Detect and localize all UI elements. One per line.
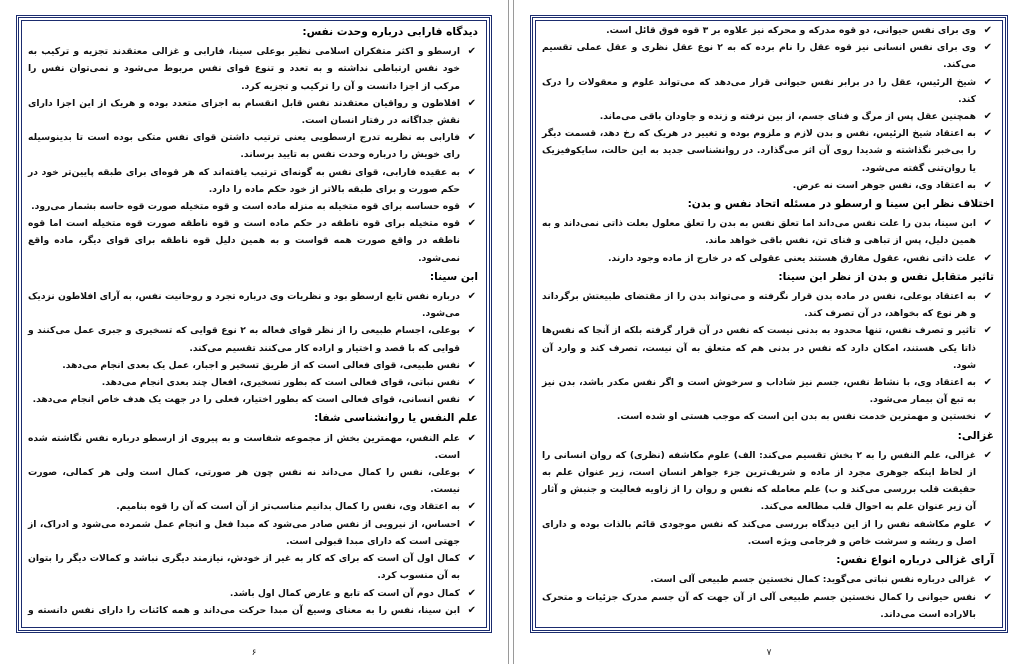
bullet-text: نفس نباتی، قوای فعالی است که بطور تسخیری، افعال چند بعدی انجام می‌دهد. [101, 377, 460, 389]
bullet-text: نخستین و مهمترین خدمت نفس به بدن این است که موجب هستی او شده است. [616, 411, 976, 423]
bullet-text: ابن سینا، بدن را علت نفس می‌داند اما تعلق نفس به بدن را تعلق معلول بعلت ذاتی نمی‌داند و به همین دلیل، پس از تباهی و فنای تن، نفس باقی خواهد ماند. [542, 218, 976, 247]
section-heading: تاثیر متقابل نفس و بدن از نظر ابن سینا: [778, 270, 994, 283]
bullet-text: به اعتقاد شیخ الرئیس، نفس و بدن لازم و ملزوم بوده و تغییر در هریک که رخ دهد، قسمت دیگر را بی‌خبر نگذاشته و شدیدا روی آن اثر می‌گذارد. در روانشناسی جدید به این حالت، سایکوفیزیک یا روان‌تنی گفته می‌شود. [542, 128, 976, 174]
bullet-item [28, 602, 480, 620]
bullet-text: غزالی درباره نفس نباتی می‌گوید: کمال نخستین جسم طبیعی آلی است. [650, 574, 976, 586]
bullet-text: احساس، از نیرویی از نفس صادر می‌شود که مبدا فعل و انجام عمل شمرده می‌شود و ادراک، از جهتی است که دارای مبدا قبولی است. [28, 518, 460, 547]
bullet-item [542, 322, 996, 374]
bullet-text: نفس انسانی، قوای فعالی است که بطور اختیار، فعلی را در جهت یک هدف خاص انجام می‌دهد. [32, 394, 460, 406]
left-page-content [24, 22, 484, 620]
bullet-item [28, 430, 480, 464]
bullet-text: بوعلی، نفس را کمال می‌داند نه نفس چون هر صورتی، کمال است ولی هر کمالی، صورت نیست. [28, 467, 460, 496]
bullet-text: وی برای نفس انسانی نیز قوه عقل را نام برده که به ۲ نوع عقل نظری و عقل عملی تقسیم می‌کند. [542, 42, 976, 71]
bullet-text: افلاطون و رواقیان معتقدند نفس قابل انقسام به اجزای متعدد بوده و هریک از این اجزا دارای نقش جداگانه در رفتار انسان است. [28, 97, 460, 127]
checkmark-icon: ✔ [983, 591, 992, 603]
bullet-text: ابن سینا، نفس را به معنای وسیع آن مبدا حرکت می‌داند و همه کائنات را دارای نفس دانسته و [28, 604, 460, 616]
checkmark-icon: ✔ [983, 25, 992, 36]
bullet-item [542, 288, 996, 322]
section-heading: دیدگاه فارابی درباره وحدت نفس: [302, 26, 478, 38]
bullet-item [542, 125, 996, 177]
bullet-text: نفس حیوانی را کمال نخستین جسم طبیعی آلی از آن جهت که آن جسم مدرک جزئیات و متحرک بالاراده است می‌داند. [542, 591, 976, 620]
bullet-item [28, 374, 480, 391]
bullet-item [28, 516, 480, 550]
checkmark-icon: ✔ [983, 325, 992, 337]
checkmark-icon: ✔ [983, 411, 992, 423]
bullet-item [542, 22, 996, 39]
bullet-text: غزالی، علم النفس را به ۲ بخش تقسیم می‌کند: الف) علوم مکاشفه (نظری) که روان انسانی را از لحاظ اینکه جوهری مجرد از ماده و شریف‌ترین جزء جواهر انسان است، زیر عنوان علم به حقیقت قلب بررسی می‌کند و ب) علم معامله که نفس و روان را از زاویه فعالیت و جنبش و آثار آن زیر عنوان علم به احوال قلب مطالعه می‌کند. [542, 449, 977, 513]
checkmark-icon: ✔ [983, 218, 992, 230]
bullet-item [542, 215, 996, 249]
bullet-item [28, 464, 480, 498]
bullet-text: به اعتقاد وی، نفس جوهر است نه عرض. [792, 179, 976, 191]
bullet-text: درباره نفس تابع ارسطو بود و نظریات وی درباره تجرد و روحانیت نفس، به آرای افلاطون نزدیک می‌شود. [28, 291, 460, 320]
section-heading: ابن سینا: [429, 270, 478, 283]
checkmark-icon: ✔ [467, 166, 476, 178]
checkmark-icon: ✔ [467, 291, 476, 303]
bullet-text: علت ذاتی نفس، عقول مفارق هستند یعنی عقولی که در خارج از ماده وجود دارند. [608, 252, 976, 264]
checkmark-icon: ✔ [983, 449, 992, 461]
bullet-item [542, 516, 996, 550]
bullet-text: وی برای نفس حیوانی، دو قوه مدرکه و محرکه نیز علاوه بر ۳ قوه فوق قائل است. [606, 25, 976, 36]
bullet-item [542, 39, 996, 73]
checkmark-icon: ✔ [467, 553, 476, 565]
section-heading: غزالی: [957, 429, 994, 442]
bullet-item [542, 177, 996, 194]
bullet-text: شیخ الرئیس، عقل را در برابر نفس حیوانی قرار می‌دهد که می‌تواند علوم و معقولات را درک کند. [542, 76, 976, 105]
checkmark-icon: ✔ [983, 179, 992, 191]
checkmark-icon: ✔ [467, 501, 476, 513]
bullet-text: به عقیده فارابی، قوای نفس به گونه‌ای ترتیب یافته‌اند که هر قوه‌ای برای طبقه پایین‌تر خود در حکم صورت و برای طبقه بالاتر از خود حکم ماده را دارد. [28, 166, 460, 195]
bullet-item [28, 391, 480, 408]
bullet-text: قوه حساسه برای قوه متخیله به منزله ماده است و قوه متخیله صورت قوه حاسه بشمار می‌رود. [31, 201, 460, 213]
left-page-number: ۶ [251, 648, 257, 658]
checkmark-icon: ✔ [467, 359, 476, 371]
bullet-item [28, 357, 480, 374]
bullet-item [542, 374, 996, 408]
checkmark-icon: ✔ [467, 377, 476, 389]
bullet-item [28, 585, 480, 602]
checkmark-icon: ✔ [467, 325, 476, 337]
bullet-item [28, 322, 480, 356]
bullet-item [28, 215, 480, 267]
checkmark-icon: ✔ [467, 46, 476, 58]
bullet-item [542, 589, 996, 621]
checkmark-icon: ✔ [983, 377, 992, 389]
bullet-text: کمال دوم آن است که تابع و عارض کمال اول باشد. [229, 587, 460, 599]
section-heading: آرای غزالی درباره انواع نفس: [836, 554, 994, 567]
bullet-item [542, 447, 996, 516]
checkmark-icon: ✔ [983, 111, 992, 123]
checkmark-icon: ✔ [467, 604, 476, 616]
bullet-item [542, 108, 996, 125]
checkmark-icon: ✔ [983, 42, 992, 54]
bullet-text: کمال اول آن است که برای که کار به غیر از خودش، نیازمند دیگری نباشد و کمالات دیگر را بتوان به آن منسوب کرد. [28, 553, 460, 582]
bullet-item [28, 43, 480, 95]
bullet-item [542, 74, 996, 108]
bullet-text: به اعتقاد وی، نفس را کمال بدانیم مناسب‌تر از آن است که آن را قوه بنامیم. [116, 501, 460, 513]
right-page-content [538, 22, 1000, 620]
bullet-item [28, 198, 480, 215]
bullet-item [28, 129, 480, 163]
bullet-item [28, 95, 480, 129]
checkmark-icon: ✔ [467, 467, 476, 479]
bullet-item [542, 250, 996, 267]
bullet-text: ارسطو و اکثر متفکران اسلامی نظیر بوعلی سینا، فارابی و غزالی معتقدند تجزیه و ترکیب به خود نفس ارتباطی نداشته و به تعدد و تنوع قوای نفس مربوط می‌شود و نمی‌توان نفس را مرکب از اجزا دانست و آن را ترکیب و تجزیه کرد. [28, 46, 460, 92]
checkmark-icon: ✔ [983, 128, 992, 140]
checkmark-icon: ✔ [467, 97, 476, 109]
bullet-text: به اعتقاد وی، با نشاط نفس، جسم نیز شاداب و سرخوش است و اگر نفس مکدر باشد، بدن نیز به تبع آن بیمار می‌شود. [542, 377, 976, 406]
left-page-sheet [0, 0, 508, 664]
bullet-text: بوعلی، اجسام طبیعی را از نظر قوای فعاله به ۲ نوع قوایی که تسخیری و جبری عمل می‌کنند و قوایی که با قصد و اختیار و اراده کار می‌کنند تقسیم می‌کند. [28, 325, 460, 354]
checkmark-icon: ✔ [467, 518, 476, 530]
bullet-text: علوم مکاشفه نفس را از این دیدگاه بررسی می‌کند که نفس موجودی قائم بالذات بوده و دارای اصل و ریشه و سرشت خاص و فرجامی ویژه است. [542, 518, 976, 547]
bullet-item [542, 571, 996, 588]
right-page-number: ۷ [766, 648, 772, 658]
bullet-text: قوه متخیله برای قوه ناطقه در حکم ماده است و قوه ناطقه صورت قوه متخیله است اما قوه ناطقه در واقع صورت همه قواست و به همین دلیل قوه ناطقه برای قوای دیگر، ماده واقع نمی‌شود. [28, 218, 460, 264]
checkmark-icon: ✔ [467, 394, 476, 406]
checkmark-icon: ✔ [467, 218, 476, 230]
checkmark-icon: ✔ [983, 518, 992, 530]
section-heading: علم النفس یا روانشناسی شفا: [314, 412, 478, 425]
bullet-item [28, 498, 480, 515]
bullet-item [28, 288, 480, 322]
bullet-text: به اعتقاد بوعلی، نفس در ماده بدن قرار نگرفته و می‌تواند بدن را از مقتضای طبیعتش برگرداند و هر نوع که بخواهد، در آن تصرف کند. [542, 291, 976, 320]
section-heading: اختلاف نظر ابن سینا و ارسطو در مسئله اتحاد نفس و بدن: [687, 198, 994, 211]
bullet-item [28, 550, 480, 584]
bullet-text: فارابی به نظریه تدرج ارسطویی یعنی ترتیب داشتن قوای نفس متکی بوده است تا بدینوسیله رای خویش را درباره وحدت نفس به تایید برساند. [28, 132, 460, 161]
checkmark-icon: ✔ [467, 132, 476, 144]
bullet-text: تاثیر و تصرف نفس، تنها محدود به بدنی نیست که نفس در آن قرار گرفته بلکه از آنجا که نفس‌ها ذاتا یکی هستند، امکان دارد که نفس در بدنی هم که متعلق به آن نیست، تصرف کند و وارد آن شود. [542, 325, 976, 371]
checkmark-icon: ✔ [467, 432, 476, 444]
checkmark-icon: ✔ [983, 76, 992, 88]
bullet-item [542, 408, 996, 425]
checkmark-icon: ✔ [983, 252, 992, 264]
bullet-item [28, 164, 480, 198]
checkmark-icon: ✔ [983, 291, 992, 303]
checkmark-icon: ✔ [467, 201, 476, 213]
checkmark-icon: ✔ [467, 587, 476, 599]
checkmark-icon: ✔ [983, 574, 992, 586]
bullet-text: علم النفس، مهمترین بخش از مجموعه شفاست و به پیروی از ارسطو درباره نفس نگاشته شده است. [28, 432, 460, 461]
bullet-text: همچنین عقل پس از مرگ و فنای جسم، از بین نرفته و زنده و جاودان باقی می‌ماند. [599, 111, 976, 123]
right-page-sheet [514, 0, 1024, 664]
bullet-text: نفس طبیعی، قوای فعالی است که از طریق تسخیر و اجبار، عمل یک بعدی انجام می‌دهد. [62, 359, 460, 371]
